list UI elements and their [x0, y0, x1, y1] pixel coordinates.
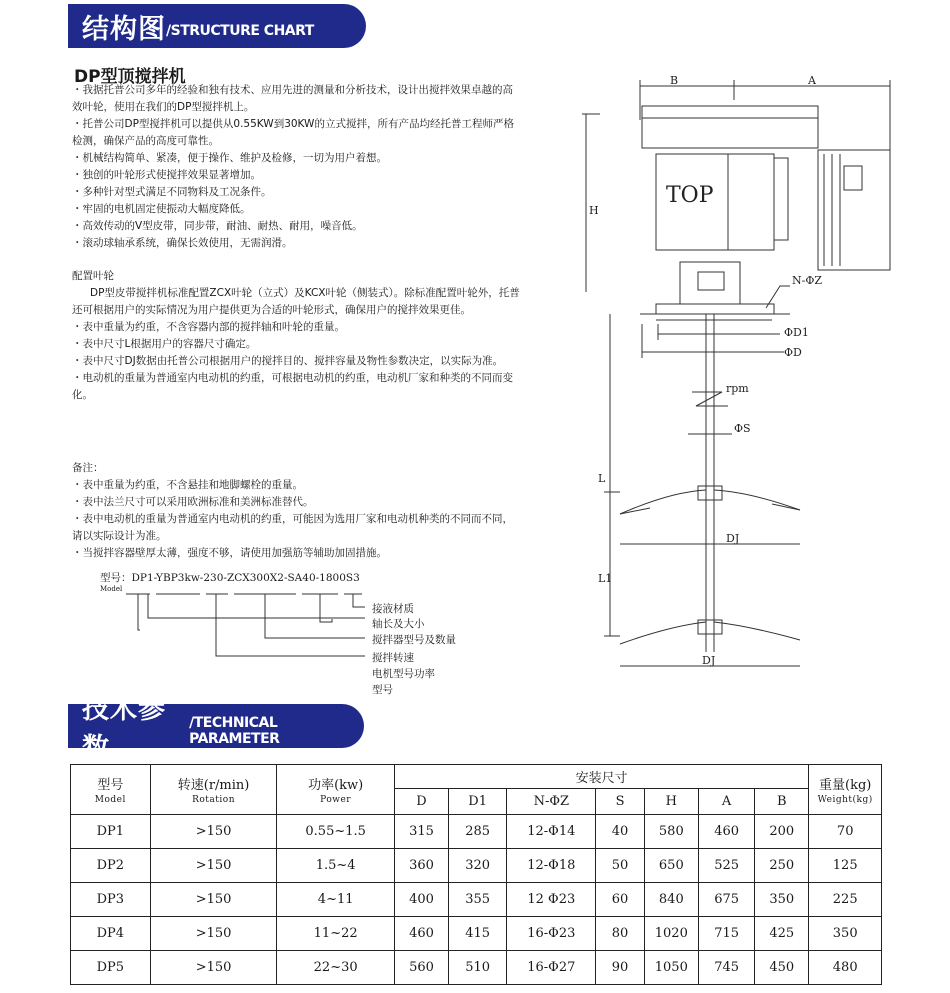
feature-item: ・机械结构简单、紧凑，便于操作、维护及检修，一切为用户着想。	[72, 152, 387, 164]
notes-line: ・表中法兰尺寸可以采用欧洲标准和美洲标准替代。	[72, 496, 314, 508]
legend-speed: 搅拌转速	[372, 652, 414, 664]
legend-shaft: 轴长及大小	[372, 618, 425, 630]
header-install-size: 安装尺寸	[394, 765, 809, 789]
impeller-section	[72, 268, 520, 404]
cell-rotation: >150	[150, 815, 277, 849]
dim-label-phi-s: ΦS	[734, 422, 751, 435]
cell-b: 450	[755, 951, 809, 985]
cell-model: DP3	[71, 883, 151, 917]
table-row	[71, 883, 882, 917]
notes-section	[72, 460, 520, 562]
cell-weight: 350	[809, 917, 882, 951]
cell-a: 675	[699, 883, 755, 917]
notes-line: ・表中重量为约重，不含悬挂和地脚螺栓的重量。	[72, 479, 303, 491]
model-code-value: DP1-YBP3kw-230-ZCX300X2-SA40-1800S3	[131, 572, 360, 584]
cell-power: 1.5~4	[277, 849, 394, 883]
cell-d1: 355	[449, 883, 507, 917]
notes-line: ・当搅拌容器壁厚太薄，强度不够，请使用加强筋等辅助加固措施。	[72, 547, 387, 559]
cell-d: 560	[394, 951, 448, 985]
cell-b: 425	[755, 917, 809, 951]
cell-a: 715	[699, 917, 755, 951]
dim-label-n-phi-z: N-ΦZ	[792, 274, 823, 287]
model-code-prefix: 型号：	[100, 572, 132, 584]
cell-power: 22~30	[277, 951, 394, 985]
cell-nz: 12 Φ23	[507, 883, 596, 917]
impeller-line: ・表中尺寸DJ数据由托普公司根据用户的搅拌目的、搅拌容量及物性参数决定，以实际为准。	[72, 355, 504, 367]
cell-d1: 320	[449, 849, 507, 883]
structure-chart-banner	[68, 4, 366, 48]
tech-banner-title-en: /TECHNICAL PARAMETER	[189, 714, 280, 747]
header-dim-d1: D1	[449, 789, 507, 815]
cell-nz: 12-Φ18	[507, 849, 596, 883]
table-row	[71, 951, 882, 985]
features-list	[72, 82, 520, 252]
cell-a: 745	[699, 951, 755, 985]
impeller-line: ・表中重量为约重，不含容器内部的搅拌轴和叶轮的重量。	[72, 321, 345, 333]
cell-a: 525	[699, 849, 755, 883]
impeller-line: ・表中尺寸L根据用户的容器尺寸确定。	[72, 338, 257, 350]
product-title: DP型顶搅拌机	[74, 67, 186, 87]
cell-model: DP5	[71, 951, 151, 985]
header-model: 型号 Model	[71, 765, 151, 815]
cell-power: 0.55~1.5	[277, 815, 394, 849]
tech-banner-title-zh: 技术参数	[82, 694, 166, 764]
diagram-top-label: TOP	[666, 183, 714, 208]
header-weight: 重量(kg) Weight(kg)	[809, 765, 882, 815]
header-dim-h: H	[644, 789, 698, 815]
cell-weight: 225	[809, 883, 882, 917]
legend-motor: 电机型号功率	[372, 668, 435, 680]
dim-label-b: B	[670, 74, 679, 87]
legend-model: 型号	[372, 684, 393, 696]
dim-label-l1: L1	[598, 572, 613, 585]
technical-parameter-banner	[68, 694, 364, 764]
cell-b: 350	[755, 883, 809, 917]
cell-d1: 285	[449, 815, 507, 849]
dim-label-dj-lower: DJ	[702, 654, 716, 667]
header-dim-b: B	[755, 789, 809, 815]
diagram-rpm-label: rpm	[726, 382, 749, 395]
cell-rotation: >150	[150, 917, 277, 951]
dim-label-h: H	[589, 204, 599, 217]
cell-h: 580	[644, 815, 698, 849]
model-code-leader-lines	[100, 570, 520, 702]
feature-item: ・滚动球轴承系统，确保长效使用，无需润滑。	[72, 237, 293, 249]
cell-nz: 12-Φ14	[507, 815, 596, 849]
feature-item: ・高效传动的V型皮带，同步带，耐油、耐热、耐用，噪音低。	[72, 220, 363, 232]
cell-s: 80	[596, 917, 644, 951]
notes-heading: 备注：	[72, 462, 104, 474]
table-row	[71, 815, 882, 849]
header-dim-a: A	[699, 789, 755, 815]
dim-label-a: A	[808, 74, 816, 87]
feature-item: ・多种针对型式满足不同物料及工况条件。	[72, 186, 272, 198]
header-dim-nz: N-ΦZ	[507, 789, 596, 815]
dim-label-l: L	[598, 472, 606, 485]
cell-d1: 415	[449, 917, 507, 951]
feature-item: ・托普公司DP型搅拌机可以提供从0.55KW到30KW的立式搅拌，所有产品均经托普工程师严格检测，确保产品的高度可靠性。	[72, 118, 514, 147]
impeller-line: ・电动机的重量为普通室内电动机的约重，可根据电动机的约重，电动机厂家和种类的不同而变化。	[72, 372, 513, 401]
dim-label-phi-d: ΦD	[784, 346, 802, 359]
header-dim-d: D	[394, 789, 448, 815]
header-rotation: 转速(r/min) Rotation	[150, 765, 277, 815]
legend-impeller: 搅拌器型号及数量	[372, 634, 456, 646]
cell-s: 50	[596, 849, 644, 883]
cell-nz: 16-Φ27	[507, 951, 596, 985]
cell-nz: 16-Φ23	[507, 917, 596, 951]
model-code-sub-label: Model	[100, 585, 123, 593]
cell-d: 460	[394, 917, 448, 951]
feature-item: ・独创的叶轮形式使搅拌效果显著增加。	[72, 169, 261, 181]
cell-power: 4~11	[277, 883, 394, 917]
header-dim-s: S	[596, 789, 644, 815]
cell-model: DP2	[71, 849, 151, 883]
cell-d: 315	[394, 815, 448, 849]
cell-h: 650	[644, 849, 698, 883]
feature-item: ・牢固的电机固定使振动大幅度降低。	[72, 203, 251, 215]
header-power: 功率(kw) Power	[277, 765, 394, 815]
structure-banner-title-zh: 结构图	[82, 13, 166, 45]
technical-parameter-table	[70, 764, 882, 985]
structure-banner-title-en: /STRUCTURE CHART	[166, 22, 314, 39]
cell-h: 840	[644, 883, 698, 917]
cell-weight: 480	[809, 951, 882, 985]
cell-s: 90	[596, 951, 644, 985]
cell-power: 11~22	[277, 917, 394, 951]
cell-rotation: >150	[150, 951, 277, 985]
cell-h: 1020	[644, 917, 698, 951]
dim-label-phi-d1: ΦD1	[784, 326, 809, 339]
notes-line: ・表中电动机的重量为普通室内电动机的约重，可能因为选用厂家和电动机种类的不同而不同，请以实际设计为准。	[72, 513, 513, 542]
mixer-structure-diagram	[580, 62, 920, 692]
cell-model: DP1	[71, 815, 151, 849]
cell-d: 360	[394, 849, 448, 883]
impeller-line: DP型皮带搅拌机标准配置ZCX叶轮（立式）及KCX叶轮（侧装式）。除标准配置叶轮外，托普还可根据用户的实际情况为用户提供更为合适的叶轮形式，确保用户的搅拌效果更佳。	[72, 287, 520, 316]
cell-rotation: >150	[150, 883, 277, 917]
cell-d: 400	[394, 883, 448, 917]
cell-h: 1050	[644, 951, 698, 985]
cell-a: 460	[699, 815, 755, 849]
table-row	[71, 849, 882, 883]
dim-label-dj-upper: DJ	[726, 532, 740, 545]
cell-model: DP4	[71, 917, 151, 951]
legend-material: 接液材质	[372, 603, 414, 615]
cell-d1: 510	[449, 951, 507, 985]
table-row	[71, 917, 882, 951]
cell-weight: 70	[809, 815, 882, 849]
feature-item: ・我据托普公司多年的经验和独有技术、应用先进的测量和分析技术，设计出搅拌效果卓越的高效叶轮，使用在我们的DP型搅拌机上。	[72, 84, 513, 113]
cell-b: 250	[755, 849, 809, 883]
cell-weight: 125	[809, 849, 882, 883]
model-code-breakdown	[100, 570, 520, 702]
cell-s: 60	[596, 883, 644, 917]
impeller-heading: 配置叶轮	[72, 270, 114, 282]
cell-b: 200	[755, 815, 809, 849]
cell-rotation: >150	[150, 849, 277, 883]
cell-s: 40	[596, 815, 644, 849]
